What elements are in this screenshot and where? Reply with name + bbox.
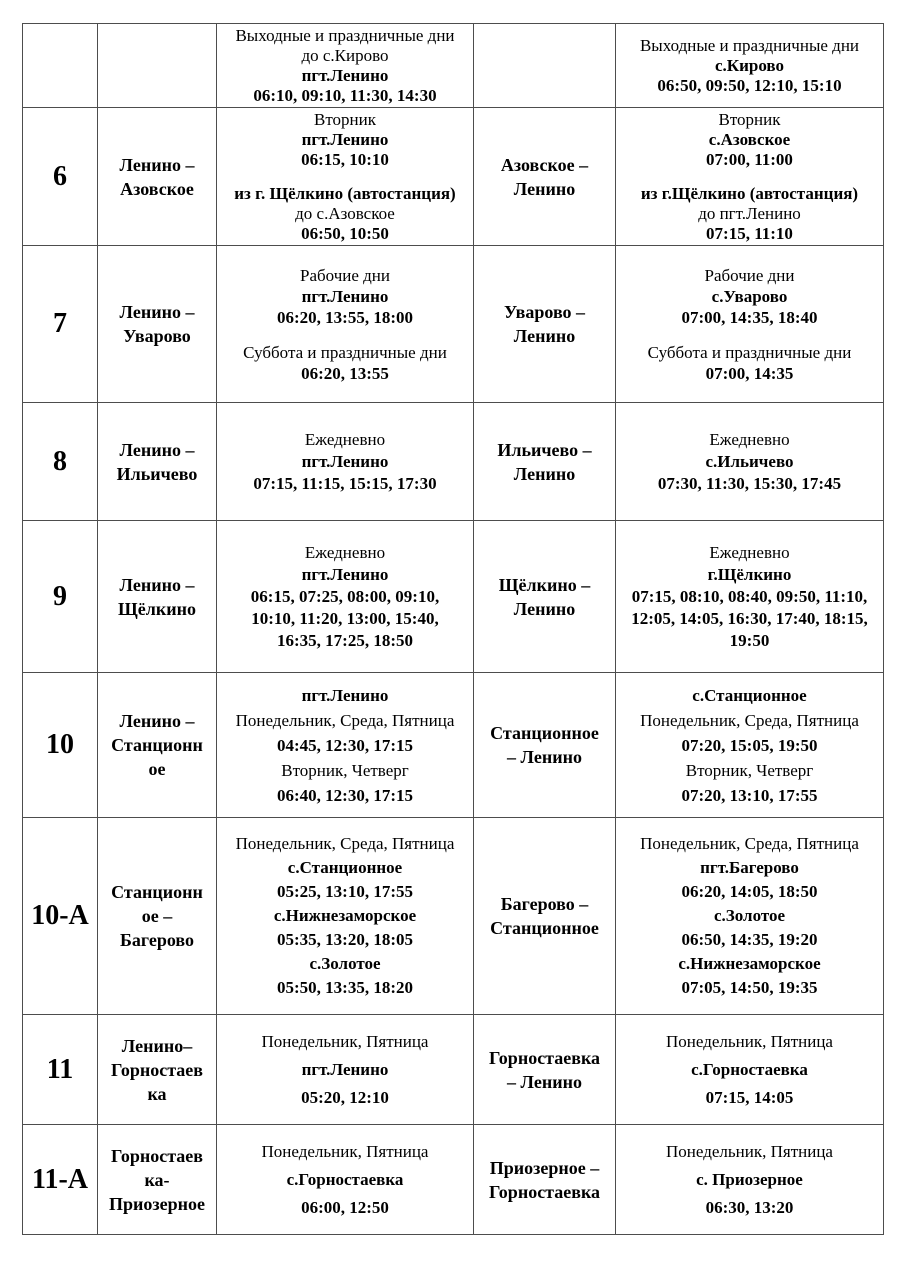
schedule-line: с.Нижнезаморское — [678, 954, 821, 973]
schedule-line: 07:00, 14:35, 18:40 — [681, 307, 818, 327]
times-forward-cell — [217, 246, 474, 403]
schedule-line: 16:35, 17:25, 18:50 — [277, 630, 413, 650]
route-name-line: Ленино – — [119, 574, 195, 595]
route-forward-cell — [98, 24, 217, 108]
table-row — [23, 521, 884, 673]
schedule-line: 10:10, 11:20, 13:00, 15:40, — [251, 608, 439, 628]
schedule-line: Суббота и праздничные дни — [647, 342, 852, 362]
schedule-line: 06:20, 13:55, 18:00 — [277, 307, 413, 327]
schedule-line: 07:15, 11:10 — [706, 223, 793, 243]
times-reverse-cell — [616, 246, 884, 403]
route-forward-cell — [98, 521, 217, 673]
route-name-line: Ленино – — [119, 711, 195, 731]
route-name-line: – Ленино — [507, 1071, 582, 1092]
times-reverse-cell — [616, 1015, 884, 1125]
route-name-line: Приозерное – — [489, 1157, 600, 1178]
schedule-line: пгт.Ленино — [301, 129, 389, 149]
schedule-line: 07:05, 14:50, 19:35 — [681, 978, 818, 997]
schedule-line: 07:00, 11:00 — [706, 149, 793, 169]
schedule-line: 06:50, 14:35, 19:20 — [681, 930, 818, 949]
schedule-line: Ежедневно — [709, 542, 790, 562]
route-reverse-cell — [474, 1015, 616, 1125]
schedule-line: Выходные и праздничные дни — [235, 25, 455, 45]
schedule-line: 06:50, 09:50, 12:10, 15:10 — [657, 75, 842, 95]
schedule-line: 05:50, 13:35, 18:20 — [277, 978, 413, 997]
route-name-line: Ленино– — [121, 1035, 193, 1056]
times-reverse-cell — [616, 403, 884, 521]
route-number-cell — [23, 24, 98, 108]
table-row — [23, 673, 884, 818]
route-name-line: Станционное — [490, 918, 599, 938]
schedule-line: 07:20, 13:10, 17:55 — [681, 785, 818, 805]
route-number-cell: 6 — [23, 108, 98, 246]
times-forward-cell — [217, 403, 474, 521]
schedule-line: пгт.Ленино — [301, 286, 389, 306]
route-name-line: – Ленино — [507, 747, 582, 767]
schedule-line: 07:15, 14:05 — [705, 1087, 794, 1107]
times-reverse-cell — [616, 108, 884, 246]
schedule-line: 04:45, 12:30, 17:15 — [277, 735, 413, 755]
schedule-table-body — [23, 24, 884, 1235]
schedule-line: Рабочие дни — [300, 265, 390, 285]
route-name-line: ка — [147, 1083, 167, 1104]
schedule-line: Выходные и праздничные дни — [639, 35, 860, 55]
route-name-line: ка- — [144, 1169, 170, 1190]
schedule-line: пгт.Ленино — [301, 451, 389, 471]
schedule-line: 07:15, 11:15, 15:15, 17:30 — [253, 473, 437, 493]
route-name-line: Приозерное — [109, 1193, 205, 1214]
table-row — [23, 818, 884, 1015]
route-name-line: Ильичево – — [497, 439, 592, 460]
schedule-line: 07:00, 14:35 — [705, 363, 794, 383]
schedule-line: с.Горностаевка — [691, 1059, 808, 1079]
schedule-line: до с.Кирово — [301, 45, 389, 65]
schedule-line: с.Горностаевка — [286, 1169, 404, 1189]
schedule-line: до пгт.Ленино — [698, 203, 801, 223]
schedule-line: Понедельник, Пятница — [261, 1031, 429, 1051]
times-forward-cell — [217, 1015, 474, 1125]
route-number-cell: 11-А — [23, 1125, 98, 1235]
schedule-line: с.Кирово — [714, 55, 784, 75]
route-number-cell: 8 — [23, 403, 98, 521]
blank-line-spacer — [618, 328, 881, 342]
schedule-line: 06:20, 13:55 — [301, 363, 389, 383]
schedule-line: 06:50, 10:50 — [301, 223, 389, 243]
schedule-line: Понедельник, Среда, Пятница — [640, 710, 859, 730]
table-row — [23, 1125, 884, 1235]
route-reverse-cell — [474, 246, 616, 403]
route-reverse-cell — [474, 1125, 616, 1235]
schedule-line: 06:20, 14:05, 18:50 — [681, 882, 818, 901]
route-name-line: Уварово – — [503, 302, 586, 322]
schedule-line: Суббота и праздничные дни — [243, 342, 447, 362]
table-row — [23, 24, 884, 108]
schedule-line: с.Азовское — [708, 129, 791, 149]
schedule-line: 05:20, 12:10 — [301, 1087, 389, 1107]
schedule-line: 07:20, 15:05, 19:50 — [681, 735, 818, 755]
schedule-line: 06:15, 07:25, 08:00, 09:10, — [250, 586, 440, 606]
table-row — [23, 403, 884, 521]
schedule-line: с.Золотое — [713, 906, 786, 925]
route-forward-cell — [98, 818, 217, 1015]
schedule-line: из г.Щёлкино (автостанция) — [640, 183, 859, 203]
schedule-line: Понедельник, Среда, Пятница — [235, 834, 455, 853]
schedule-line: 06:15, 10:10 — [301, 149, 389, 169]
route-name-line: Ленино – — [119, 302, 195, 322]
route-reverse-cell — [474, 24, 616, 108]
route-name-line: ое — [148, 759, 166, 779]
schedule-line: с.Станционное — [692, 685, 807, 705]
route-name-line: Азовское – — [500, 154, 589, 175]
route-name-line: Ленино — [513, 598, 576, 619]
route-reverse-cell — [474, 521, 616, 673]
route-forward-cell — [98, 246, 217, 403]
route-number-cell: 10-А — [23, 818, 98, 1015]
schedule-line: 06:30, 13:20 — [705, 1197, 794, 1217]
route-name-line: Ленино – — [119, 154, 195, 175]
route-name-line: Станционн — [111, 735, 203, 755]
route-name-line: Азовское — [120, 178, 194, 199]
times-forward-cell — [217, 818, 474, 1015]
schedule-line: пгт.Багерово — [700, 858, 799, 877]
schedule-line: Понедельник, Среда, Пятница — [640, 834, 859, 853]
route-name-line: Ленино — [513, 463, 576, 484]
route-name-line: Ленино – — [119, 439, 195, 460]
route-name-line: Щёлкино — [118, 598, 196, 619]
route-name-line: Щёлкино – — [498, 574, 591, 595]
route-name-line: Багерово – — [500, 894, 589, 914]
times-reverse-cell — [616, 673, 884, 818]
schedule-line: с. Приозерное — [696, 1169, 803, 1189]
route-number-cell: 10 — [23, 673, 98, 818]
schedule-line: с.Станционное — [287, 858, 403, 877]
schedule-line: 07:15, 08:10, 08:40, 09:50, 11:10, — [631, 586, 868, 606]
times-reverse-cell — [616, 818, 884, 1015]
route-name-line: Горностаев — [110, 1059, 203, 1080]
route-number-cell: 11 — [23, 1015, 98, 1125]
schedule-line: пгт.Ленино — [301, 564, 389, 584]
route-forward-cell — [98, 403, 217, 521]
blank-line-spacer — [219, 328, 471, 342]
schedule-line: пгт.Ленино — [301, 685, 389, 705]
route-name-line: Уварово — [123, 326, 191, 346]
schedule-line: 05:25, 13:10, 17:55 — [277, 882, 413, 901]
schedule-line: Вторник, Четверг — [685, 760, 814, 780]
schedule-line: Ежедневно — [709, 429, 790, 449]
route-name-line: Станционное — [490, 723, 599, 743]
schedule-line: Понедельник, Пятница — [666, 1031, 833, 1051]
route-name-line: Горностаев — [110, 1145, 203, 1166]
route-name-line: Станционн — [111, 882, 203, 902]
schedule-line: с.Уварово — [711, 286, 788, 306]
schedule-line: 05:35, 13:20, 18:05 — [277, 930, 413, 949]
schedule-line: 19:50 — [729, 630, 770, 650]
times-reverse-cell — [616, 521, 884, 673]
route-name-line: Горностаевка — [488, 1047, 601, 1068]
schedule-line: Понедельник, Среда, Пятница — [235, 710, 455, 730]
schedule-line: из г. Щёлкино (автостанция) — [234, 183, 456, 203]
route-reverse-cell — [474, 673, 616, 818]
times-forward-cell — [217, 24, 474, 108]
times-forward-cell — [217, 1125, 474, 1235]
route-forward-cell — [98, 1125, 217, 1235]
schedule-line: 12:05, 14:05, 16:30, 17:40, 18:15, — [631, 608, 868, 628]
schedule-line: с.Золотое — [309, 954, 381, 973]
route-reverse-cell — [474, 108, 616, 246]
schedule-line: Вторник — [314, 109, 376, 129]
route-name-line: Багерово — [120, 930, 194, 950]
route-number-cell: 7 — [23, 246, 98, 403]
route-name-line: ое – — [141, 906, 173, 926]
schedule-line: Вторник — [718, 109, 781, 129]
schedule-line: до с.Азовское — [295, 203, 395, 223]
schedule-line: пгт.Ленино — [301, 65, 389, 85]
schedule-line: 06:10, 09:10, 11:30, 14:30 — [253, 85, 437, 105]
blank-line-spacer — [618, 170, 881, 184]
schedule-line: с.Нижнезаморское — [273, 906, 417, 925]
schedule-line: Вторник, Четверг — [281, 760, 409, 780]
schedule-line: 06:40, 12:30, 17:15 — [277, 785, 413, 805]
route-forward-cell — [98, 108, 217, 246]
schedule-line: г.Щёлкино — [707, 564, 792, 584]
blank-line-spacer — [219, 170, 471, 184]
times-reverse-cell — [616, 1125, 884, 1235]
route-forward-cell — [98, 1015, 217, 1125]
schedule-line: 07:30, 11:30, 15:30, 17:45 — [657, 473, 842, 493]
route-name-line: Ленино — [513, 326, 576, 346]
route-name-line: Ильичево — [116, 463, 198, 484]
table-row — [23, 1015, 884, 1125]
schedule-line: 06:00, 12:50 — [301, 1197, 389, 1217]
schedule-line: пгт.Ленино — [301, 1059, 389, 1079]
times-forward-cell — [217, 673, 474, 818]
route-name-line: Ленино — [513, 178, 576, 199]
table-row — [23, 246, 884, 403]
schedule-line: Понедельник, Пятница — [666, 1141, 833, 1161]
table-row — [23, 108, 884, 246]
route-name-line: Горностаевка — [488, 1181, 601, 1202]
schedule-line: Понедельник, Пятница — [261, 1141, 429, 1161]
times-forward-cell — [217, 108, 474, 246]
route-number-cell: 9 — [23, 521, 98, 673]
schedule-line: с.Ильичево — [705, 451, 794, 471]
times-forward-cell — [217, 521, 474, 673]
schedule-line: Ежедневно — [304, 429, 386, 449]
schedule-line: Рабочие дни — [704, 265, 795, 285]
times-reverse-cell — [616, 24, 884, 108]
schedule-line: Ежедневно — [304, 542, 386, 562]
route-reverse-cell — [474, 403, 616, 521]
bus-schedule-table — [22, 23, 884, 1235]
route-reverse-cell — [474, 818, 616, 1015]
route-forward-cell — [98, 673, 217, 818]
